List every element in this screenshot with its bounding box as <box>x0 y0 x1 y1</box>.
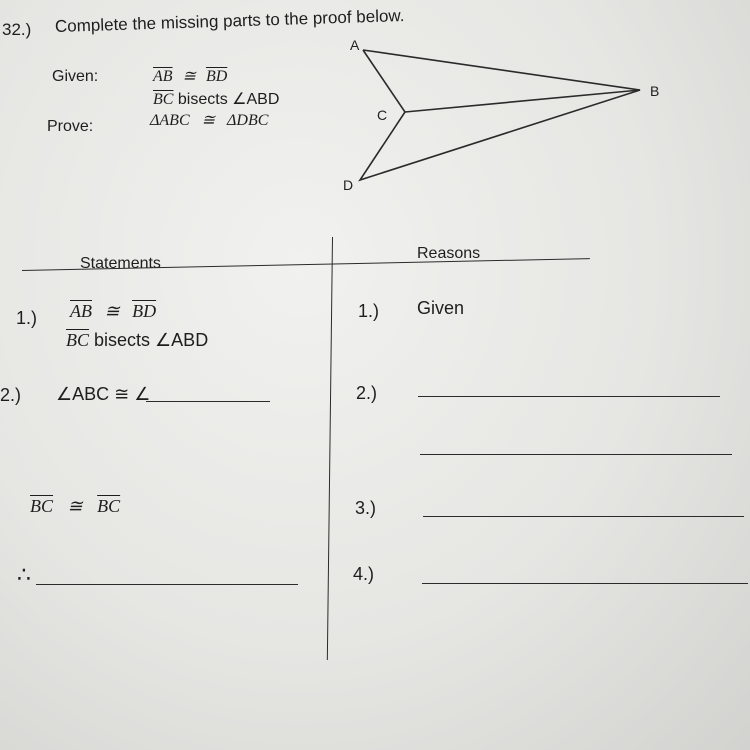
row-3-seg-bc-left: $\overline{BC}$ <box>30 496 54 516</box>
given-bisects-text: bisects ∠ABD <box>173 91 280 108</box>
prove-triangle-dbc: ΔDBC <box>227 112 269 129</box>
row-1-bisects-text: bisects ∠ABD <box>89 330 209 350</box>
row-3-congruent-symbol: ≅ <box>67 496 83 516</box>
row-3-statement <box>30 496 120 517</box>
reasons-header: Reasons <box>417 245 481 262</box>
column-divider <box>327 237 333 660</box>
given-label: Given: <box>52 68 99 85</box>
prove-congruent-symbol: ≅ <box>201 112 216 129</box>
row-4-reason-blank[interactable] <box>422 583 748 584</box>
row-1-congruent-symbol: ≅ <box>104 301 120 321</box>
point-label-d: D <box>343 177 354 193</box>
kite-outline <box>360 50 640 180</box>
row-1-statement-line-2 <box>66 330 208 351</box>
kite-diagram <box>0 0 750 250</box>
row-2-reason-number: 2.) <box>356 383 378 403</box>
given-seg-ab: $\overline{AB}$ <box>153 68 173 85</box>
row-1-seg-bd: $\overline{BD}$ <box>132 301 157 321</box>
row-3-seg-bc-right: $\overline{BC}$ <box>97 496 121 516</box>
row-4-reason-number: 4.) <box>353 564 375 584</box>
point-label-b: B <box>650 83 660 99</box>
statements-header: Statements <box>80 255 161 272</box>
row-1-seg-bc: $\overline{BC}$ <box>66 330 90 350</box>
row-2-number: 2.) <box>0 385 22 405</box>
problem-number: 32.) <box>2 20 32 39</box>
point-label-c: C <box>377 107 388 123</box>
row-2-reason-blank[interactable] <box>418 396 720 397</box>
prove-label: Prove: <box>47 118 94 135</box>
therefore-symbol: ∴ <box>17 562 31 587</box>
given-congruent-symbol: ≅ <box>182 68 196 85</box>
row-1-reason: Given <box>417 298 465 318</box>
extra-reason-blank[interactable] <box>420 454 732 455</box>
row-2-statement: ∠ABC ≅ ∠ <box>56 384 151 404</box>
row-1-reason-number: 1.) <box>358 301 380 321</box>
row-1-number: 1.) <box>16 308 38 328</box>
given-seg-bd: $\overline{BD}$ <box>205 68 228 85</box>
problem-instruction: Complete the missing parts to the proof below. <box>54 6 405 36</box>
row-3-reason-number: 3.) <box>355 498 377 518</box>
prove-triangle-abc: ΔABC <box>150 112 190 129</box>
row-1-statement-line-1 <box>70 301 156 322</box>
row-2-statement-blank[interactable] <box>146 401 270 402</box>
row-1-seg-ab: $\overline{AB}$ <box>70 301 92 321</box>
point-label-a: A <box>350 37 360 53</box>
given-seg-bc: $\overline{BC}$ <box>153 91 174 108</box>
row-4-statement-blank[interactable] <box>36 584 298 585</box>
row-3-reason-blank[interactable] <box>423 516 744 517</box>
